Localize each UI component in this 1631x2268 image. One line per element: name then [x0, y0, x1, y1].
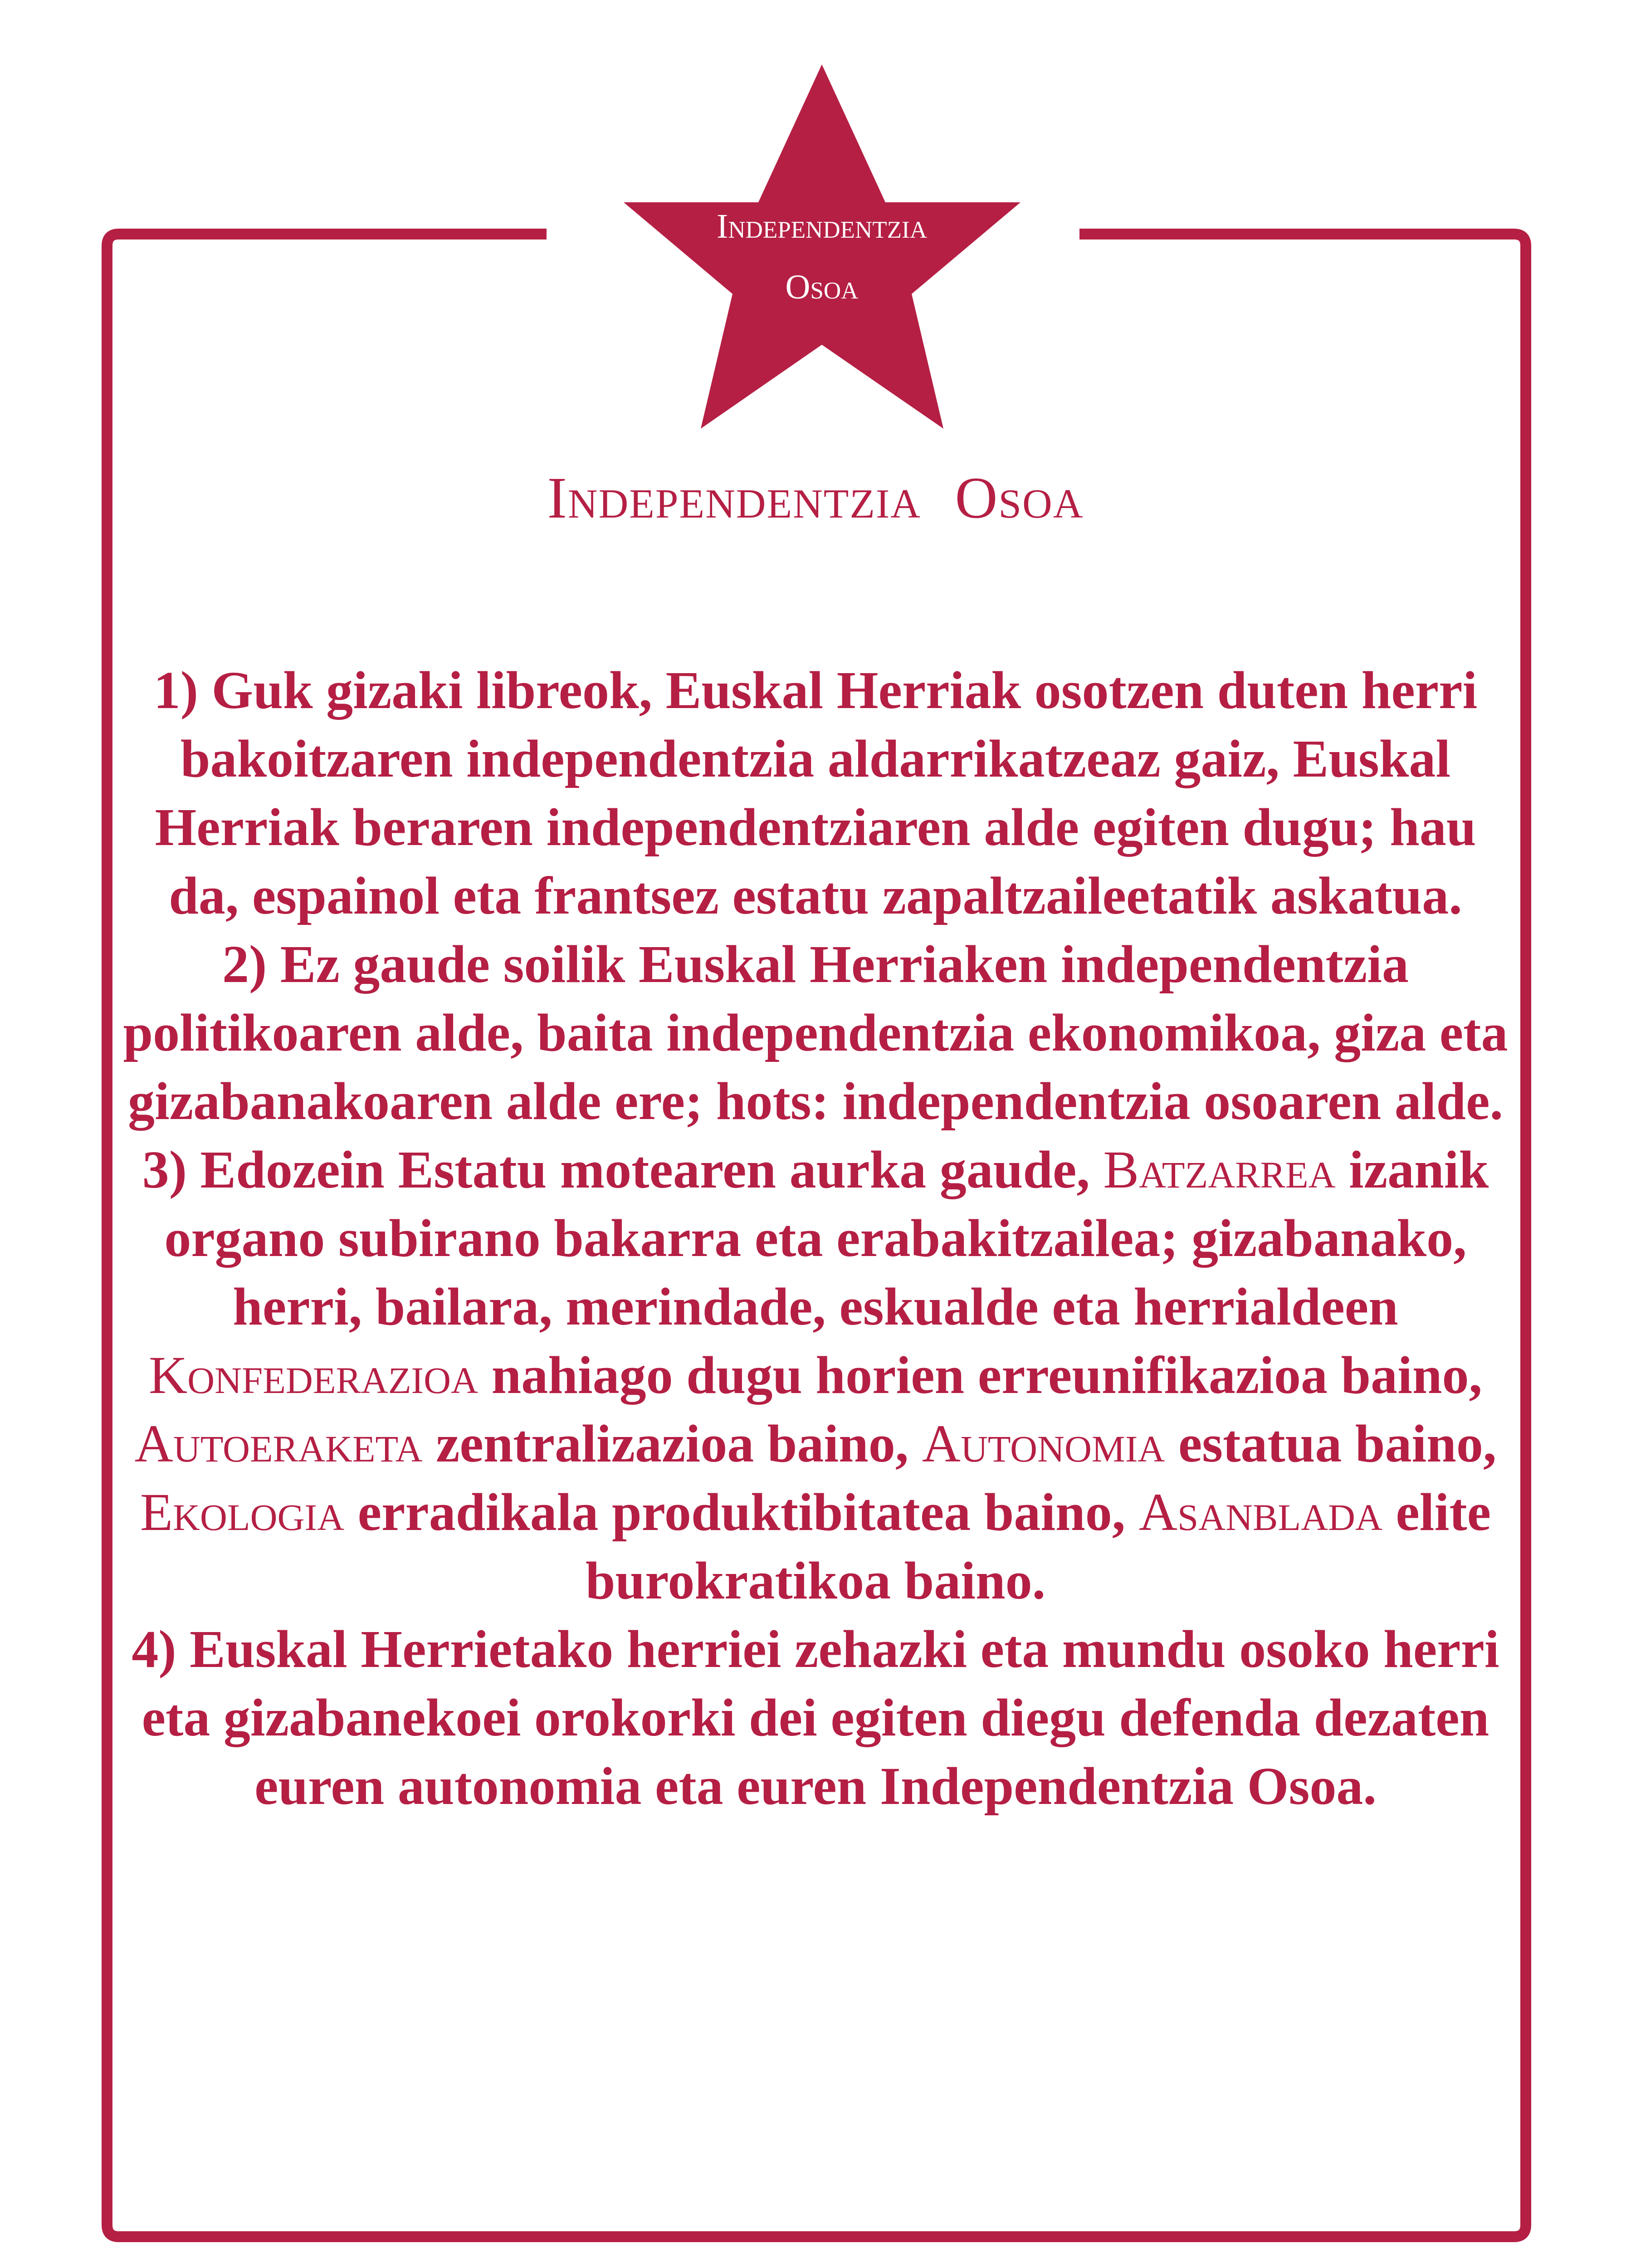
text-segment: 3) Edozein Estatu motearen aurka gaude,: [142, 1140, 1104, 1199]
text-segment: estatua baino,: [1165, 1414, 1497, 1473]
emphasis-term: Autonomia: [922, 1414, 1165, 1473]
paragraph-1: [118, 656, 1513, 930]
emphasis-term: Asanblada: [1138, 1482, 1382, 1542]
declaration-body: [118, 656, 1513, 1820]
text-segment: 1) Guk gizaki libreok, Euskal Herriak osotzen duten herri bakoitzaren independentzia aldarrikatzeaz gaiz, Euskal Herriak beraren independentziaren alde egiten dugu; hau da, espainol eta frantsez estatu zapaltzaileetatik askatua.: [153, 660, 1478, 925]
document-content: [118, 463, 1513, 1820]
emphasis-term: Konfederazioa: [148, 1345, 479, 1405]
emphasis-term: Batzarrea: [1103, 1140, 1336, 1199]
emphasis-term: Autoeraketa: [134, 1414, 423, 1473]
text-segment: erradikala produktibitatea baino,: [344, 1482, 1139, 1542]
emphasis-term: Ekologia: [140, 1482, 345, 1542]
text-segment: nahiago dugu horien erreunifikazioa baino,: [478, 1345, 1483, 1405]
page-title: Independentzia Osoa: [547, 465, 1084, 531]
paragraph-3: [118, 1135, 1513, 1615]
paragraph-4: [118, 1615, 1513, 1820]
text-segment: zentralizazioa baino,: [422, 1414, 922, 1473]
text-segment: 2) Ez gaude soilik Euskal Herriaken independentzia politikoaren alde, baita independentzia ekonomikoa, giza eta gizabanakoaren alde ere; hots: independentzia osoaren alde.: [123, 934, 1508, 1131]
star-icon: [624, 64, 1021, 429]
emblem-line-2: Osoa: [785, 268, 859, 306]
star-emblem: [624, 64, 1021, 429]
text-segment: 4) Euskal Herrietako herriei zehazki eta mundu osoko herri eta gizabanekoei orokorki dei egiten diegu defenda dezaten euren autonomia eta euren Independentzia Osoa.: [132, 1619, 1499, 1816]
emblem-line-1: Independentzia: [717, 207, 927, 245]
text-segment: izanik organo subirano bakarra eta erabakitzailea; gizabanako, herri, bailara, merindade, eskualde eta herrialdeen: [164, 1140, 1489, 1336]
paragraph-2: [118, 930, 1513, 1135]
text-segment: elite burokratikoa baino.: [585, 1482, 1491, 1610]
